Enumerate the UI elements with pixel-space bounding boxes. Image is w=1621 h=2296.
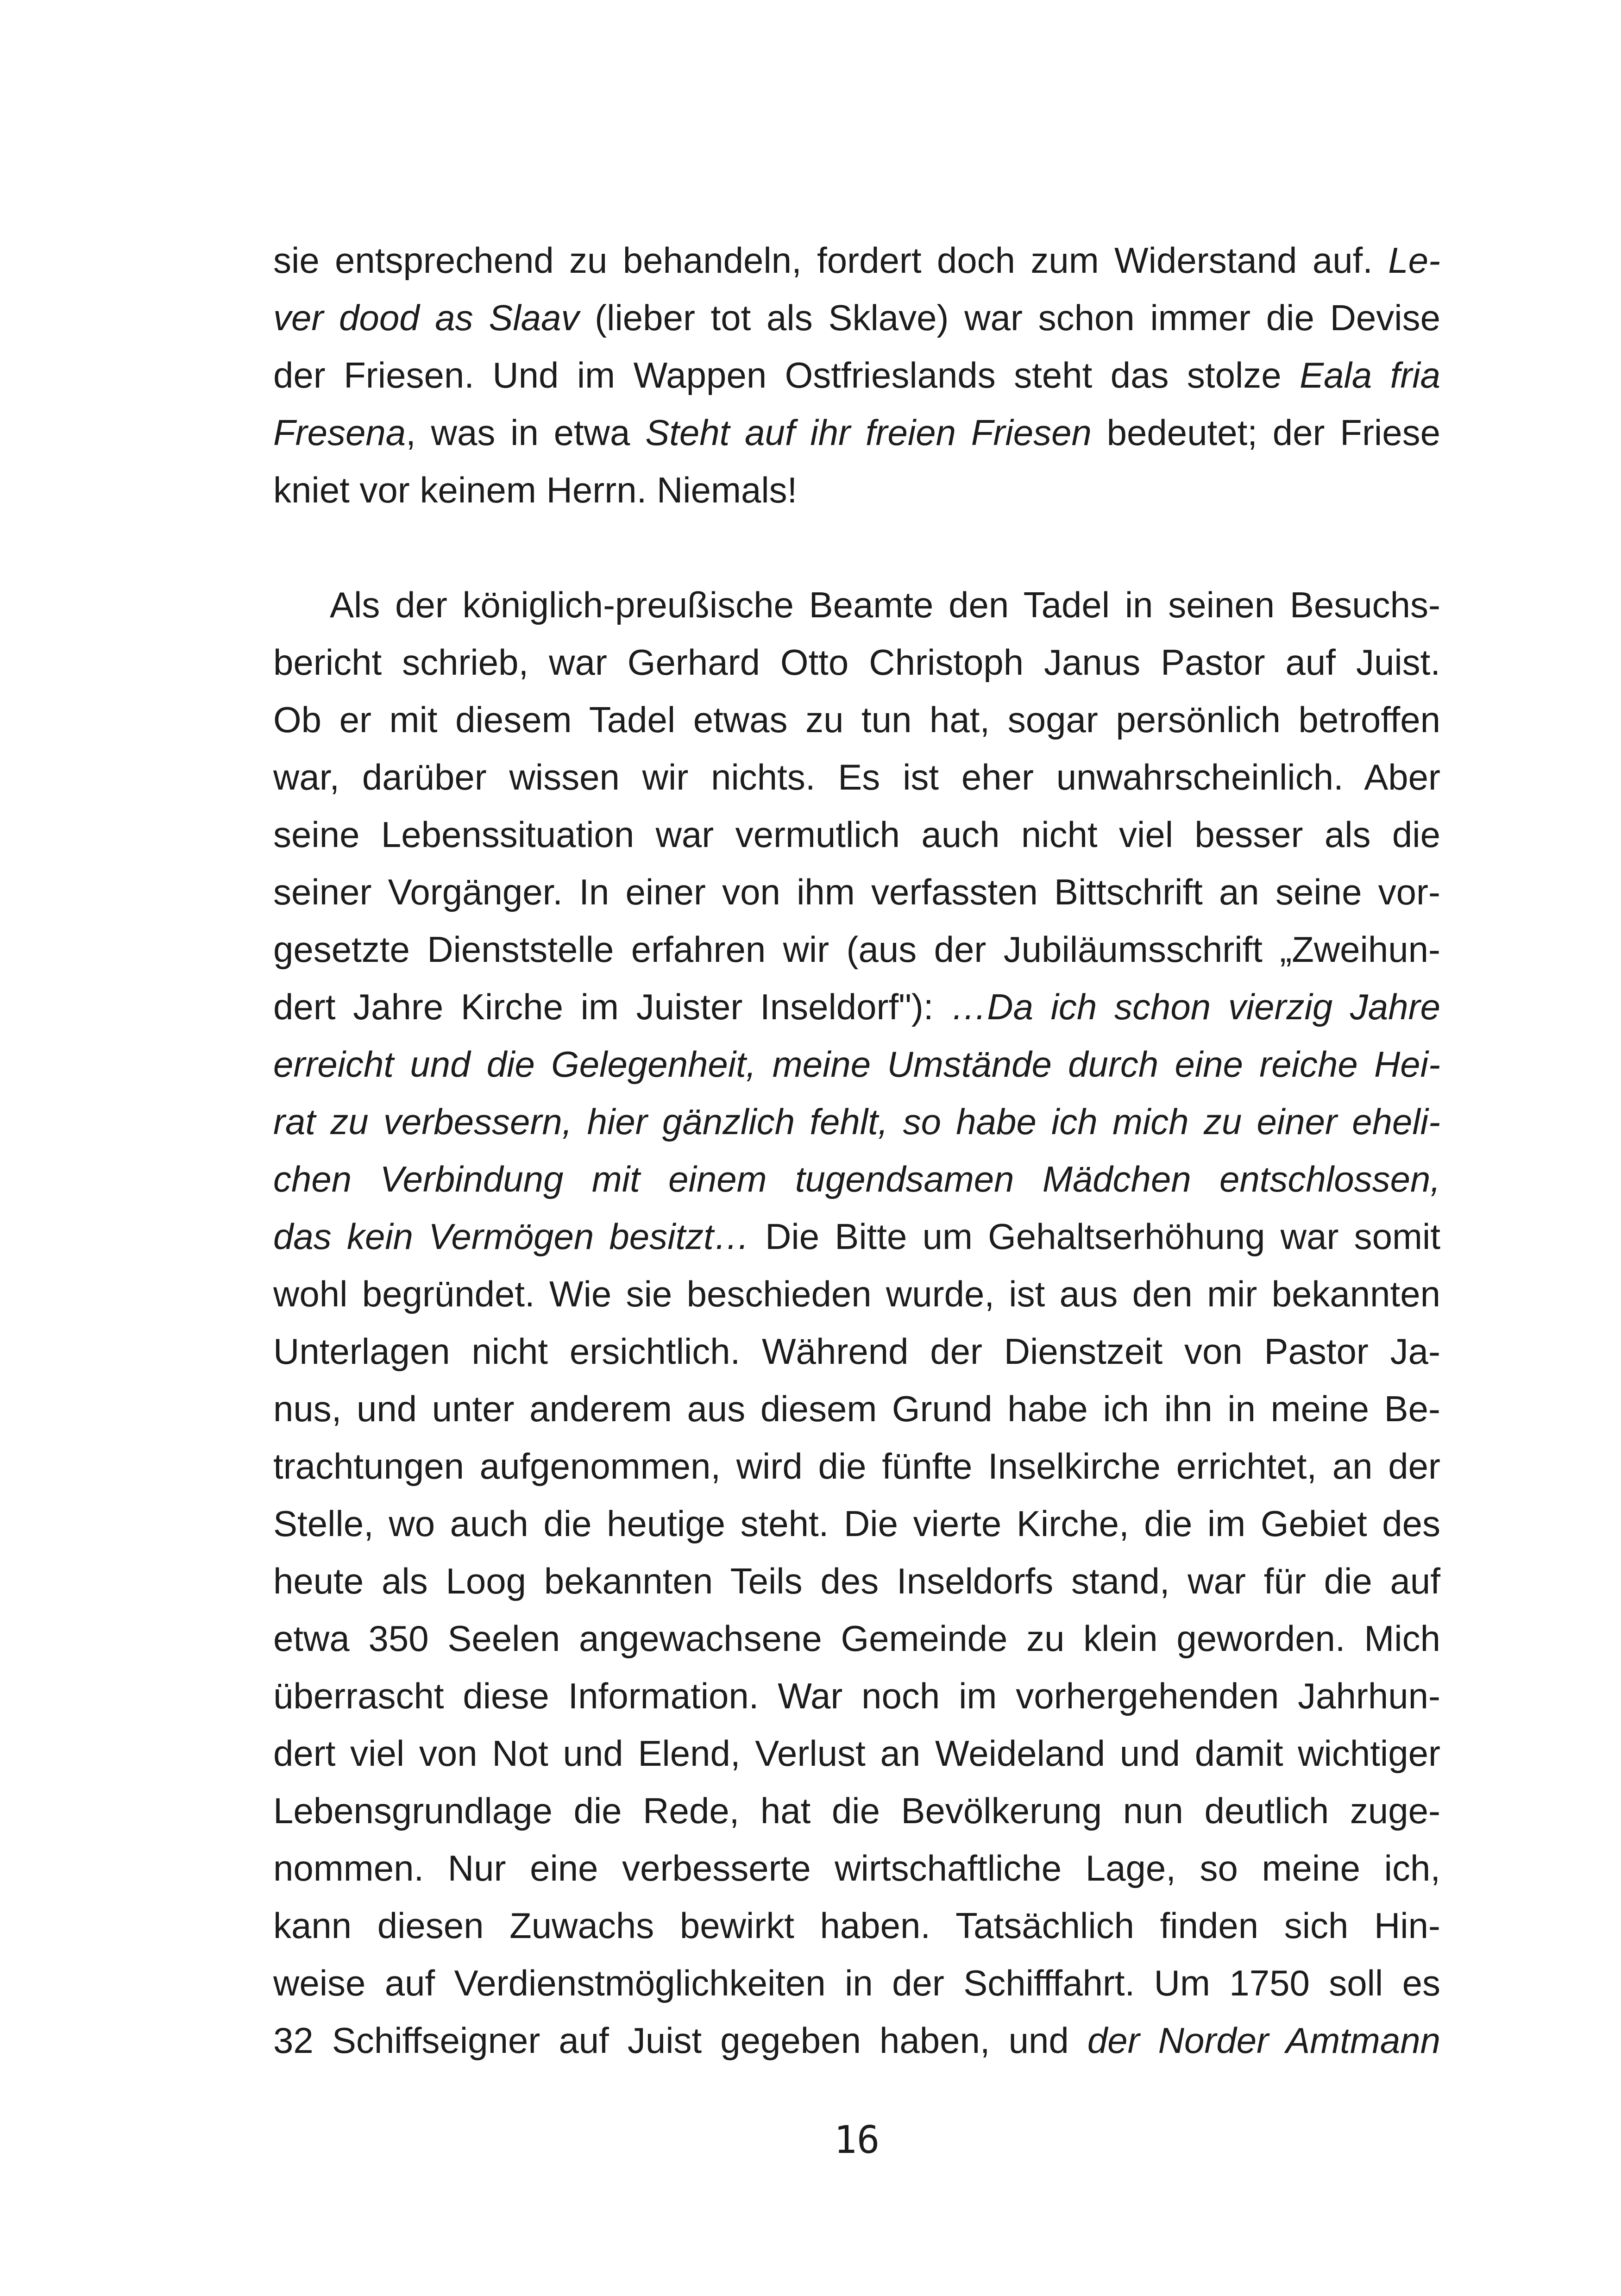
text-segment: seiner Vorgänger. In einer von ihm verfassten Bittschrift an seine vor- <box>273 872 1440 912</box>
italic-segment: chen Verbindung mit einem tugendsamen Mädchen entschlossen, <box>273 1159 1440 1199</box>
text-line <box>273 1610 1440 1667</box>
text-line <box>273 1495 1440 1552</box>
page-number: 16 <box>834 2118 880 2162</box>
text-segment: seine Lebenssituation war vermutlich auch nicht viel besser als die <box>273 814 1440 855</box>
text-segment: heute als Loog bekannten Teils des Inseldorfs stand, war für die auf <box>273 1561 1440 1601</box>
text-line <box>273 1839 1440 1897</box>
text-segment: Stelle, wo auch die heutige steht. Die vierte Kirche, die im Gebiet des <box>273 1503 1440 1544</box>
text-line <box>273 1954 1440 2012</box>
text-line <box>273 978 1440 1035</box>
italic-segment: Steht auf ihr freien Friesen <box>645 412 1092 453</box>
text-line <box>273 1782 1440 1839</box>
text-line <box>273 1035 1440 1093</box>
text-segment: kann diesen Zuwachs bewirkt haben. Tatsächlich finden sich Hin- <box>273 1905 1440 1946</box>
italic-segment: das kein Vermögen besitzt… <box>273 1216 750 1257</box>
text-line <box>273 2012 1440 2069</box>
italic-segment: …Da ich schon vierzig Jahre <box>951 986 1441 1027</box>
text-line <box>330 576 1440 634</box>
text-segment: kniet vor keinem Herrn. Niemals! <box>273 470 798 510</box>
text-segment: dert Jahre Kirche im Juister Inseldorf"): <box>273 986 934 1027</box>
text-line <box>273 1725 1440 1782</box>
text-segment: gesetzte Dienststelle erfahren wir (aus der Jubiläumsschrift „Zweihun- <box>273 929 1440 970</box>
text-segment: etwa 350 Seelen angewachsene Gemeinde zu klein geworden. Mich <box>273 1618 1440 1659</box>
italic-segment: Eala fria <box>1300 355 1441 395</box>
text-segment: nommen. Nur eine verbesserte wirtschaftliche Lage, so meine ich, <box>273 1848 1440 1888</box>
text-segment: , was in etwa <box>406 412 630 453</box>
text-segment: sie entsprechend zu behandeln, fordert doch zum Widerstand auf. <box>273 240 1373 281</box>
text-segment: trachtungen aufgenommen, wird die fünfte Inselkirche errichtet, an der <box>273 1446 1440 1487</box>
italic-segment: ver dood as Slaav <box>273 297 579 338</box>
text-line <box>273 404 1440 461</box>
text-segment: Die Bitte um Gehaltserhöhung war somit <box>765 1216 1440 1257</box>
text-segment: der Friesen. Und im Wappen Ostfrieslands steht das stolze <box>273 355 1282 395</box>
text-line <box>273 1208 1440 1265</box>
text-segment: Ob er mit diesem Tadel etwas zu tun hat, sogar persönlich betroffen <box>273 699 1440 740</box>
text-segment: bedeutet; der Friese <box>1106 412 1441 453</box>
text-segment: dert viel von Not und Elend, Verlust an Weideland und damit wichtiger <box>273 1733 1440 1774</box>
text-segment: wohl begründet. Wie sie beschieden wurde, ist aus den mir bekannten <box>273 1273 1440 1314</box>
text-line <box>273 232 1440 289</box>
italic-segment: Le- <box>1388 240 1440 281</box>
text-line <box>273 1150 1440 1208</box>
text-line <box>273 806 1440 863</box>
italic-segment: Fresena <box>273 412 406 453</box>
italic-segment: rat zu verbessern, hier gänzlich fehlt, so habe ich mich zu einer eheli- <box>273 1101 1440 1142</box>
text-line <box>273 863 1440 921</box>
text-segment: Als der königlich-preußische Beamte den Tadel in seinen Besuchs- <box>330 584 1440 625</box>
text-line <box>273 1437 1440 1495</box>
text-segment: weise auf Verdienstmöglichkeiten in der Schifffahrt. Um 1750 soll es <box>273 1963 1440 2003</box>
text-line <box>273 1552 1440 1610</box>
text-line <box>273 921 1440 978</box>
text-segment: (lieber tot als Sklave) war schon immer die Devise <box>595 297 1440 338</box>
text-segment: bericht schrieb, war Gerhard Otto Christoph Janus Pastor auf Juist. <box>273 642 1440 683</box>
text-segment: nus, und unter anderem aus diesem Grund habe ich ihn in meine Be- <box>273 1388 1440 1429</box>
text-line <box>273 289 1440 346</box>
italic-segment: der Norder Amtmann <box>1087 2020 1440 2061</box>
text-segment: war, darüber wissen wir nichts. Es ist eher unwahrscheinlich. Aber <box>273 757 1440 797</box>
text-segment: Lebensgrundlage die Rede, hat die Bevölkerung nun deutlich zuge- <box>273 1790 1440 1831</box>
text-line <box>273 1380 1440 1437</box>
text-line <box>273 691 1440 748</box>
text-line <box>273 461 1440 519</box>
text-line <box>273 1093 1440 1150</box>
text-line <box>273 1323 1440 1380</box>
text-segment: überrascht diese Information. War noch im vorhergehenden Jahrhun- <box>273 1675 1440 1716</box>
text-line <box>273 1265 1440 1323</box>
text-segment: Unterlagen nicht ersichtlich. Während der Dienstzeit von Pastor Ja- <box>273 1331 1440 1372</box>
text-line <box>273 1897 1440 1954</box>
text-segment: 32 Schiffseigner auf Juist gegeben haben, und <box>273 2020 1069 2061</box>
text-line <box>273 346 1440 404</box>
text-line <box>273 1667 1440 1725</box>
text-line <box>273 634 1440 691</box>
italic-segment: erreicht und die Gelegenheit, meine Umstände durch eine reiche Hei- <box>273 1044 1440 1085</box>
text-line <box>273 748 1440 806</box>
